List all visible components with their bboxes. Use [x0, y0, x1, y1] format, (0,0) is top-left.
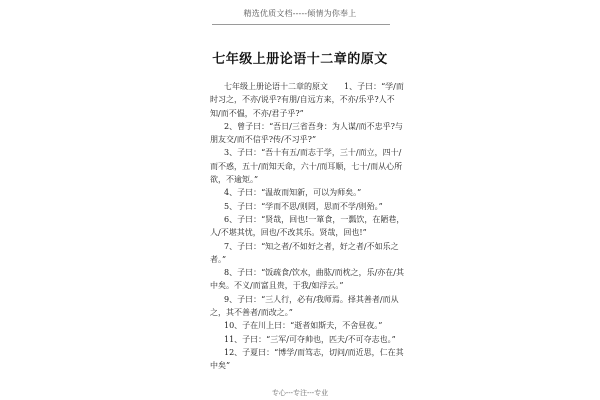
- paragraph-11: 11、子曰：“三军/可夺帅也，匹夫/不可夺志也。”: [224, 334, 396, 344]
- paragraph-12: 12、子夏曰：“博学/而笃志，切问/而近思，仁在其中矣”: [210, 347, 404, 371]
- page-header: 精选优质文档-----倾情为你奉上: [243, 9, 357, 18]
- paragraph-4: 4、子曰：“温故而知新，可以为师矣。”: [224, 188, 362, 198]
- document-body: [210, 80, 405, 373]
- paragraph-7: 7、子曰：“知之者/不如好之者，好之者/不如乐之者。”: [210, 241, 399, 264]
- paragraph-8: 8、子曰：“饭疏食/饮水，曲肱/而枕之，乐/亦在/其中矣。不义/而富且贵，于我/如浮云。”: [210, 268, 404, 291]
- page-footer: 专心---专注---专业: [271, 389, 329, 397]
- document-title: 七年级上册论语十二章的原文: [212, 52, 388, 67]
- paragraph-intro-1: 七年级上册论语十二章的原文 1、子曰：“学/而时习之，不亦/说乎?有朋/自远方来，不亦/乐乎?人不知/而不愠，不亦/君子乎?”: [210, 82, 404, 118]
- paragraph-2: 2、曾子曰：“吾日/三省吾身：为人谋/而不忠乎?与朋友交/而不信乎?传/不习乎?”: [210, 121, 403, 145]
- paragraph-3: 3、子曰：“吾十有五/而志于学，三十/而立，四十/而不惑，五十/而知天命，六十/而耳顺，七十/而从心所欲，不逾矩。”: [210, 148, 403, 185]
- paragraph-10: 10、子在川上曰：“逝者如斯夫，不舍昼夜。”: [224, 321, 383, 331]
- paragraph-9: 9、子曰：“三人行，必有/我师焉。择其善者/而从之，其不善者/而改之。”: [210, 294, 399, 318]
- paragraph-6: 6、子曰：“贤哉，回也!一箪食，一瓢饮，在陋巷，人/不堪其忧，回也/不改其乐。贤哉，回也!”: [210, 214, 405, 238]
- header-divider: [212, 24, 390, 25]
- paragraph-5: 5、子曰：“学而不思/则罔，思而不学/则殆。”: [224, 201, 383, 211]
